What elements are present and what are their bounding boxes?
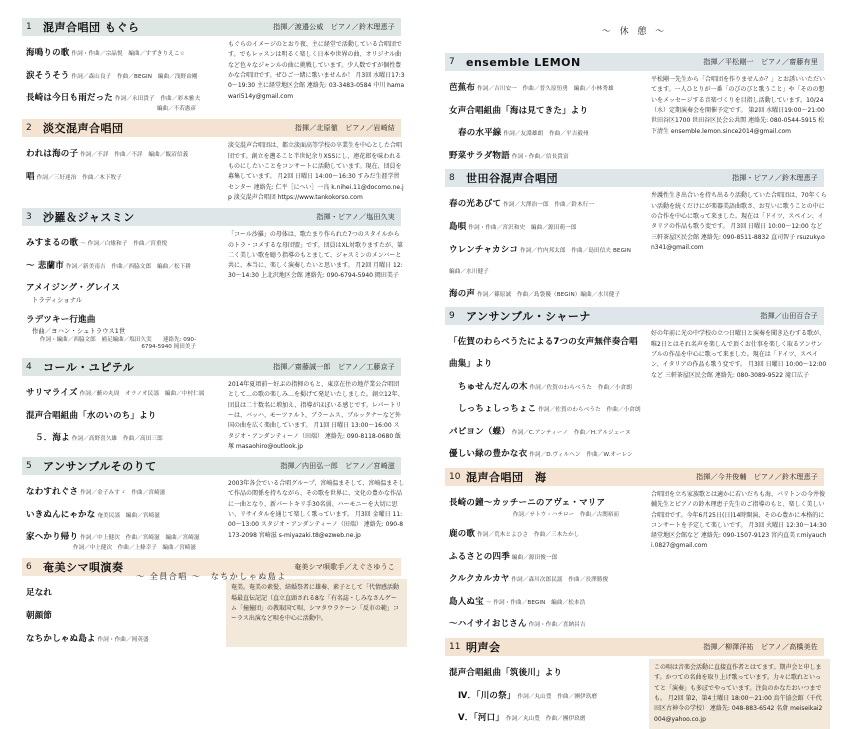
- song-title: ～ 悲蘭市: [26, 260, 64, 271]
- song-credit: 作詞・作曲／宗晶悦 編曲／すずきりえこ☆: [69, 51, 185, 57]
- song-credit: 作詞／篠原誠 作曲／島袋優（BEGIN）編曲／水川健子: [475, 291, 621, 298]
- song-credit: ～ 作詞／白雉和子 作曲／宮重悦: [78, 241, 168, 248]
- song-item: [26, 274, 218, 304]
- song-title: 長崎の鐘～カッチーニのアヴェ・マリア: [449, 497, 606, 508]
- song-credit: 作詞／森山良子 作曲／BEGIN 編曲／浅野由剛: [69, 73, 198, 80]
- song-credit: 作詞／森川次郎民謡 作曲／長澤勝俊: [509, 577, 609, 584]
- group-header[interactable]: [22, 358, 401, 376]
- song-title: 朝顔節: [26, 611, 53, 622]
- group-description: 奄美。奄美の素髪、結婚祭者に雄奏、素子として「代情感活動場最直伝記記（直立直頭される8な「有名誌・しみなさんゲーム「撞撞団」の教取国て唄、シマタウラケーン「反市の範」コーラス出演など唄を中心に活動中。: [226, 579, 407, 647]
- song-title: 家へかり帰り: [26, 532, 79, 543]
- song-item: [26, 163, 218, 185]
- song-credit: 作詞／大澤治一郎 作曲／鈴木行一: [501, 202, 595, 209]
- song-title: いきぬんにゃかな: [26, 509, 96, 520]
- song-list: [445, 190, 641, 302]
- song-item: [26, 478, 218, 500]
- group-description: 「コール沙羅」の母体は、歌たまり作られた7つのスタイルからのトラ・コメするな母団盟」です。団員はXL対歌りますたが、第二く美しい歌を聴う指導のもとまして、ジャスミンのメンバーと共に、本当に、楽しく演奏したいと思います。 月2回 月曜日 12:30～14:30 上北沢地区会館 連絡先: 090-6794-5940 岡田美子: [228, 231, 403, 280]
- song-list: [445, 489, 641, 633]
- song-title: ～ハイサイおじさん: [449, 619, 527, 630]
- group-name: 混声合唱団 もぐら: [43, 21, 140, 34]
- song-list: [445, 328, 641, 463]
- song-credit: 作詞／中上健次 作曲／宮崎滋 編曲／宮崎滋: [78, 535, 200, 542]
- group-name: ensemble LEMON: [466, 55, 581, 69]
- program-group: [445, 638, 824, 729]
- song-title: 鹿の歌: [449, 529, 476, 540]
- group-description: この唄は音楽会活動に直接直作者とはてます。期声会と申します。かつての名曲を取り上げ歌っています。力々に歌れといってと「演奏」も多ぼでやっています。注負のかなたおいつまでも。 月2回 第2，第4土曜日 18:00～21:00 烏午協会館（千代田区古神今の学校） 連絡先: 048-883-6542 名倉 meiseikai2004@yahoo.co.jp: [649, 659, 830, 729]
- song-item: [449, 440, 641, 462]
- song-credit: 奄美民謡 編曲／宮崎滋: [95, 512, 160, 519]
- song-title: パピヨン（蝶）: [449, 426, 510, 437]
- group-header[interactable]: [22, 208, 401, 226]
- program-group: [22, 119, 404, 203]
- group-description: 合唱団を立ち家族歌とは適かに若いだちも海、バリトンの今井俊輔先生とピアノの鈴木理恵子先生のご指導のもと、楽しく美しい合唱団です。今年6月25日(日)14時開演、その心豊かに本格的にコンサートを予定して楽しいです。 月3回 火曜日 12:30～14:30 経堂地区会館など 連絡先: 090-1507-9123 宮内直美 r.miyauchi.0827@gmail.com: [651, 490, 827, 550]
- song-title: 混声合唱組曲「筑後川」より: [449, 668, 563, 679]
- group-header[interactable]: [445, 53, 824, 71]
- song-item: [449, 565, 641, 587]
- group-name: アンサンブルそのりて: [43, 460, 157, 474]
- group-description: 淡交混声合唱団は、都立淡面高等学校の卒業生を中心とした合唱団です。創立を遡ること半世紀余りXSSにし、連花郎を味われるものにしたいことをコンサートに活動しています。現在、団員を募集しています。 月2回 日曜日 14:00～16:30 すみだ生涯学習センター 連絡先: 仁平［にへい］一良 k.nihei.11@docomo.ne.jp 淡交混声合唱団 https://www.tankokorso.com: [228, 142, 404, 201]
- group-number: 9: [449, 311, 455, 322]
- group-body: [445, 659, 824, 729]
- song-item: [449, 213, 641, 235]
- song-item: [26, 379, 218, 401]
- program-group: [22, 18, 405, 114]
- song-list: [22, 140, 218, 203]
- song-item: [449, 512, 641, 520]
- song-item: [449, 704, 641, 726]
- song-credit: 作詞／不詳 作曲／不詳 編曲／飯沼信義: [78, 152, 189, 159]
- song-item: [26, 501, 218, 523]
- song-credit: 作詞・作曲／喜納昌吉: [526, 622, 586, 629]
- group-body: [22, 478, 405, 553]
- song-title: 芭蕉布: [449, 83, 476, 93]
- song-credit: ～ 作詞・作曲／BEGIN 編曲／松本浩: [483, 599, 586, 606]
- group-header[interactable]: [445, 169, 824, 187]
- song-item: [26, 523, 218, 552]
- song-credit: 作詞／丸山豊 作曲／團伊玖磨: [515, 693, 598, 700]
- song-credit: 作詞／佐賀のわらべうた 作曲／小倉朗: [527, 384, 632, 391]
- song-item: [449, 682, 641, 704]
- song-credit-secondary: 作詞／サトウ・ハチロー 作曲／古関裕而: [512, 511, 619, 518]
- song-item: [26, 306, 218, 336]
- song-item: [449, 119, 641, 141]
- song-title: しっちょしっちょこ: [458, 404, 537, 415]
- song-subcredit: トラディショナル: [32, 295, 83, 304]
- group-description: 平松剛一先生から「合唱団を作りませんか？」とお誘いいただいてます。一人ひとりが一番「のびのびと歌うこと」や「そのの想いをメッセージする音楽づくりを目指し活動しています。10/24（水）定期演奏会を開催予定です。 第2回 水曜日19:00～21:00 世田谷区1700 世田谷区民会公共関 連絡先: 080-0544-5915 松下清生 ensemble.lemon.since2014@gmail.com: [651, 76, 826, 135]
- group-number: 3: [26, 212, 32, 223]
- song-item: [26, 140, 218, 162]
- group-description: 好の年前に光の中学校の立つ日曜日と演奏を聞き込むする歌が、唯2日とはそれ名声を楽しんで頂くお仕事を楽しく取るアンサンブルの作品を中心に歌って来ました。現在は「ドイツ、スペイン、イタリアの作品も歌う変です。 月3回 日曜日 10:00～12:00 など 三軒茶屋区民会館 連絡先: 080-3089-9522 滝口広子: [651, 330, 827, 379]
- song-credit: 作詞／高野喜久雄 作曲／高田三郎: [69, 436, 163, 443]
- song-credit: 作詞／C.アンティーノ 作曲／H.アルジェーヌ: [509, 429, 631, 436]
- song-item: [449, 97, 641, 119]
- group-body: [445, 328, 827, 463]
- group-staff: 奄美シマ唄歌手／えぐさゆうこ: [294, 563, 395, 572]
- song-credit: 作詞／丸山豊 作曲／團伊玖磨: [504, 716, 586, 723]
- song-item: [449, 74, 641, 96]
- song-title: なちかしゃぬ島よ: [26, 633, 96, 644]
- group-number: 6: [26, 562, 32, 573]
- group-staff: 指揮・ピアノ／鈴木理恵子: [732, 174, 818, 183]
- song-credit-secondary: 編曲／不若憲彦: [156, 105, 196, 112]
- song-list: [22, 379, 218, 452]
- song-credit: 作詞／友淵雄朗 作曲／平吉毅州: [501, 131, 589, 138]
- song-title: 春の光あびて: [449, 199, 502, 210]
- group-header[interactable]: [445, 307, 824, 325]
- song-title: 島人ぬ宝: [449, 596, 484, 607]
- group-header[interactable]: [22, 18, 401, 36]
- song-item: [449, 543, 641, 565]
- group-header[interactable]: [445, 638, 824, 656]
- group-body: [22, 379, 404, 452]
- right-column: [423, 0, 846, 724]
- song-item: [26, 602, 218, 624]
- group-number: 7: [449, 57, 455, 67]
- group-staff: 指揮／北原徹 ピアノ／岩崎結: [294, 124, 395, 133]
- song-credit: 作詞／D.ヴィルヘン 作曲／W.オーレン: [527, 452, 633, 459]
- group-name: アンサンブル・シャーナ: [466, 310, 591, 324]
- group-number: 2: [26, 123, 32, 134]
- song-title: ５．海よ: [35, 433, 70, 444]
- group-number: 8: [449, 173, 455, 184]
- song-title: ちゅせんだんの木: [458, 381, 528, 392]
- song-item: [26, 229, 218, 251]
- song-item: [449, 659, 641, 681]
- song-credit: 作詞・作曲／岡英盛: [95, 636, 149, 643]
- song-title: ウレンチャカシコ: [449, 244, 519, 255]
- group-staff: 指揮／柳澤洋祐 ピアノ／高橋美佐: [703, 643, 818, 652]
- song-credit: 作詞・作曲／信長貴富: [509, 153, 569, 160]
- song-title: 混声合唱組曲「水のいのち」より: [26, 410, 157, 421]
- song-item: [449, 142, 641, 164]
- group-body: [22, 39, 405, 114]
- song-item: [26, 424, 218, 446]
- group-body: [22, 229, 401, 353]
- song-item: [26, 62, 218, 84]
- group-description: 弁護性生き出合いを持ち出るり活動していた合唱団は、70年くらい活動を続くだけにが楽器美語曲歌さ、お互いに歌うことの中にの合作を中心に歌って来ました。現在は「ドイツ、スペイン、イタリアの作品も歌う変です。 月3回 日曜日 10:00～12:00 など 三軒茶屋区民会館 連絡先: 090-8511-8832 直司智子 rsuzuky.on341@gmail.com: [651, 192, 827, 251]
- song-title: ふるさとの四季: [449, 551, 510, 562]
- group-name: コール・ユピテル: [43, 360, 135, 374]
- song-item: [26, 84, 218, 113]
- song-credit: 作詞／新美南吉 作曲／西脇文郎 編曲／松下耕: [63, 263, 192, 270]
- group-name: 混声合唱団 海: [466, 470, 547, 484]
- group-staff: 指揮／齋藤誠一郎 ピアノ／工藤京子: [273, 362, 395, 371]
- song-credit: 作詞／三好達治 作曲／木下牧子: [34, 174, 122, 181]
- group-body: [445, 489, 827, 633]
- song-title: Ⅴ．「河口」: [458, 713, 505, 724]
- group-description: 2003年各会でいる合唱グループ、宮崎温まそして、宮崎温まそして作品の関係を持ちながら、その歌を世界に、文化の豊かな作品に一曲となり、新パートキリ手30名弱、ハーモニーを大切に思い、リサイタルを通じて楽しく歌っています。 月3回 金曜日 11:00～13:00 スタジオ・アンダンティーノ（田端） 連絡先: 090-8173-2098 宮崎滋 s-miyazaki.t8@ezweb.ne.jp: [228, 480, 405, 539]
- song-item: [449, 418, 641, 440]
- song-credit-secondary: 作詞／中上健次 作曲／上條幸子 編曲／宮崎滋: [72, 544, 196, 551]
- song-credit-secondary: 作詞・編曲／西脇文郎 補足編曲／塩田久実 連絡先: 090-6794-5940 岡田美子: [39, 336, 196, 351]
- group-staff: 指揮／平松剛一 ピアノ／齋藤有里: [703, 58, 818, 66]
- group-name: 明声会: [466, 641, 501, 655]
- song-title: 野菜サラダ物語: [449, 150, 510, 161]
- program-group: [445, 169, 827, 302]
- song-title: みすまるの歌: [26, 238, 79, 249]
- group-body: [22, 140, 404, 203]
- song-title: 涙そうそう: [26, 70, 70, 81]
- group-description: 2014年夏頃前～好ぶの指揮のもと、東京在住の地芹業公合唱団として…の歌の楽しみ…を掲げて発足いたしました。創立12年、団員は二十数名に増加え、指導がほぼいる感じです。レパートリーは、バッハ、モーツァルト、ブラームス、ブルックナーなど外国の曲を広く楽曲しています。 月1回 日曜日 13:00～16:00 スタジオ・アンダンティーノ（田端） 連絡先: 090-8118-0680 飯塚 masaohiro@outlook.jp: [228, 380, 404, 450]
- finale-chorus-label: ～ 全員合唱 ～ なちかしゃぬ島よ: [136, 572, 287, 581]
- song-title: 島唄: [449, 221, 467, 232]
- program-group: [22, 358, 404, 452]
- song-list: [22, 39, 218, 114]
- group-staff: 指揮／内田弘一郎 ピアノ／宮崎滋: [280, 462, 395, 471]
- song-item: [449, 588, 641, 610]
- song-item: [26, 337, 218, 352]
- song-list: [22, 229, 218, 353]
- song-title: アメイジング・グレイス: [26, 283, 121, 294]
- group-staff: 指揮／今井俊輔 ピアノ／鈴木理恵子: [696, 472, 818, 481]
- group-header[interactable]: [22, 119, 401, 137]
- group-staff: 指揮／山田百合子: [760, 312, 818, 321]
- group-body: [445, 190, 827, 302]
- song-title: クルクカルカヤ: [449, 574, 510, 585]
- song-item: [449, 280, 641, 302]
- group-header[interactable]: [22, 457, 401, 475]
- group-staff: 指揮／渡邉公威 ピアノ／鈴木理恵子: [273, 23, 395, 31]
- song-title: 足なれ: [26, 588, 53, 599]
- song-title: なわすれぐさ: [26, 487, 79, 498]
- program-group: [445, 53, 824, 164]
- song-item: [449, 236, 641, 279]
- song-title: 唱: [26, 171, 35, 182]
- song-credit: 作詞／永田貴子 作曲／彩木雅夫: [113, 96, 201, 103]
- program-group: [22, 208, 401, 353]
- group-number: 1: [26, 22, 32, 32]
- song-item: [26, 579, 218, 601]
- song-item: [449, 328, 641, 371]
- song-title: 春の水平線: [458, 128, 502, 139]
- group-number: 5: [26, 461, 32, 472]
- group-name: 奄美シマ唄演奏: [43, 561, 124, 575]
- song-subcredit: 作曲／ヨハン・シュトラウス1世: [32, 327, 126, 336]
- song-item: [449, 373, 641, 395]
- group-name: 淡交混声合唱団: [43, 122, 124, 136]
- song-title: 「佐賀のわらべうたによる7つの女声無伴奏合唱曲集」より: [449, 337, 638, 369]
- group-number: 10: [449, 471, 461, 482]
- song-item: [26, 39, 218, 61]
- song-credit: 作詞／金子みすゞ 作曲／宮崎滋: [78, 490, 166, 497]
- song-item: [26, 252, 218, 274]
- song-list: [22, 579, 218, 647]
- song-title: 海の声: [449, 288, 476, 299]
- group-description: もぐらのイメージのとおり夜、主に経堂で活動している合唱団です。でもレッスンは明るく楽しく日本や世界の曲、オリジナル曲など色々なジャンルの曲に挑戦しています。少人数ですが個性豊かな合唱団です。ぜひご一緒に歌いませんか！ 月3回 水曜日17:30～19:30 主に経堂地区会館 連絡先: 03-3483-0584 中川 hamawari514y@gmail.com: [228, 41, 405, 100]
- song-item: [449, 395, 641, 417]
- group-name: 世田谷混声合唱団: [466, 172, 558, 186]
- song-title: Ⅳ．「川の祭」: [458, 690, 516, 701]
- program-group: [445, 307, 827, 463]
- song-item: [449, 489, 641, 511]
- intermission-label: ～ 休 憩 ～: [601, 27, 668, 37]
- song-title: 長崎は今日も雨だった: [26, 93, 114, 104]
- song-title: 海鳴りの歌: [26, 48, 70, 58]
- song-item: [449, 520, 641, 542]
- song-title: 女声合唱組曲「海は見てきた」より: [449, 105, 589, 116]
- song-credit: 作詞／吉川安一 作曲／普久原恒勇 編曲／小林秀雄: [475, 86, 614, 92]
- song-title: われは海の子: [26, 149, 79, 160]
- song-credit: 作詞／荒木とよひさ 作曲／三木たかし: [475, 532, 580, 539]
- song-credit: 作詞・作曲／宮沢和史 編曲／源田萌一郎: [466, 224, 577, 231]
- song-item: [26, 402, 218, 424]
- song-list: [22, 478, 218, 553]
- program-group: [22, 457, 405, 553]
- song-item: [449, 190, 641, 212]
- group-name: 沙羅＆ジャスミン: [43, 211, 135, 225]
- program-group: [445, 468, 827, 633]
- song-title: ラデツキー行進曲: [26, 314, 96, 325]
- group-staff: 指揮・ピアノ／塩田久実: [316, 213, 395, 222]
- song-credit: 編曲／源田俊一郎: [509, 554, 558, 561]
- song-credit: 作詞／佐賀のわらべうた 作曲／小倉朗: [536, 407, 641, 414]
- song-credit: 作詞／藪の丸周 オラノオ民謡 編曲／中村仁属: [77, 390, 205, 397]
- left-column: [0, 0, 423, 644]
- song-list: [445, 659, 641, 729]
- group-body: [445, 74, 824, 164]
- song-item: [449, 610, 641, 632]
- group-header[interactable]: [445, 468, 824, 486]
- group-number: 11: [449, 642, 461, 653]
- song-title: 優しい緑の豊かな衣: [449, 449, 528, 460]
- group-body: [22, 579, 401, 647]
- song-credit: 作詞／竹内邦太郎 作曲／島田信夫 BEGIN 編曲／水川健子: [449, 247, 637, 276]
- song-item: [26, 625, 218, 647]
- song-title: サリマライズ: [26, 387, 78, 398]
- group-number: 4: [26, 361, 32, 372]
- song-list: [445, 74, 641, 164]
